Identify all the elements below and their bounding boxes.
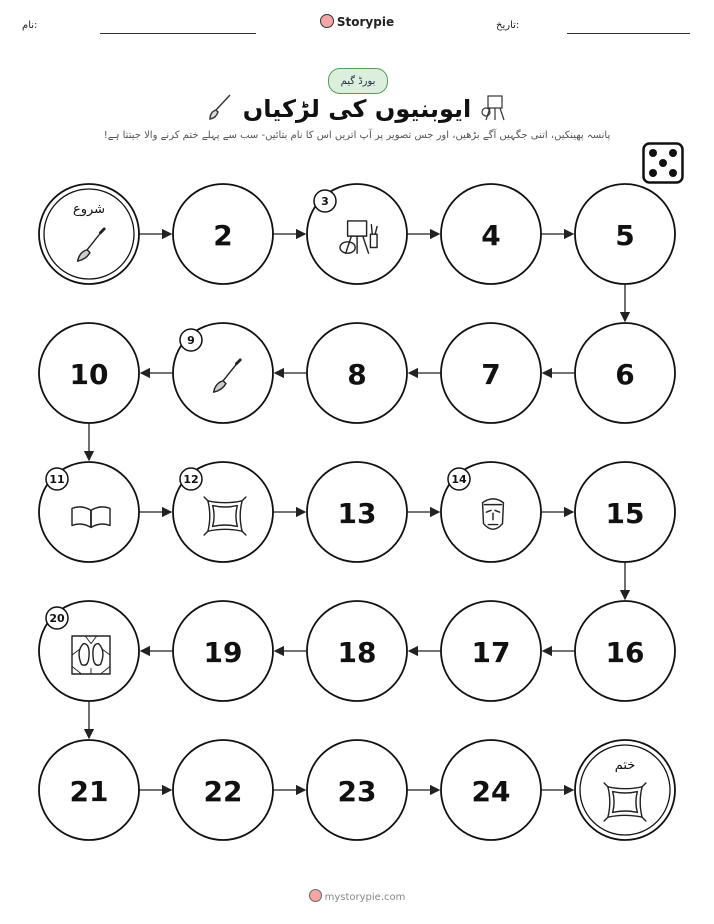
space-number: 5 bbox=[615, 219, 635, 252]
board-space[interactable] bbox=[173, 184, 273, 284]
space-circle bbox=[39, 184, 139, 284]
board-space[interactable] bbox=[173, 462, 273, 562]
board-space[interactable] bbox=[307, 323, 407, 423]
title-text: ایوبنیوں کی لڑکیاں bbox=[242, 95, 472, 123]
space-number: 22 bbox=[203, 775, 243, 808]
start-space[interactable] bbox=[39, 184, 139, 284]
space-number: 17 bbox=[471, 636, 511, 669]
space-number: 18 bbox=[337, 636, 377, 669]
board-space[interactable] bbox=[575, 323, 675, 423]
board-space[interactable] bbox=[441, 184, 541, 284]
space-number: 3 bbox=[321, 195, 329, 208]
space-number: 19 bbox=[203, 636, 243, 669]
footer bbox=[0, 889, 714, 903]
space-number: 11 bbox=[49, 473, 65, 486]
board-space[interactable] bbox=[173, 601, 273, 701]
finish-label: ختم bbox=[614, 758, 636, 773]
space-number: 4 bbox=[481, 219, 501, 252]
board-space[interactable] bbox=[307, 740, 407, 840]
start-label: شروع bbox=[72, 202, 106, 217]
space-number: 8 bbox=[347, 358, 367, 391]
board-space[interactable] bbox=[441, 601, 541, 701]
finish-space[interactable] bbox=[575, 740, 675, 840]
board-space[interactable] bbox=[173, 740, 273, 840]
board-space[interactable] bbox=[575, 462, 675, 562]
space-number: 23 bbox=[337, 775, 377, 808]
space-number: 9 bbox=[187, 334, 195, 347]
name-label: نام: bbox=[22, 20, 38, 31]
space-number: 21 bbox=[69, 775, 109, 808]
space-number: 14 bbox=[451, 473, 467, 486]
space-number: 24 bbox=[471, 775, 511, 808]
space-circle bbox=[575, 740, 675, 840]
board-space[interactable] bbox=[173, 323, 273, 423]
bear-logo-icon bbox=[309, 889, 322, 902]
board-space[interactable] bbox=[39, 601, 139, 701]
board-space[interactable] bbox=[307, 184, 407, 284]
space-number: 13 bbox=[337, 497, 377, 530]
board-space[interactable] bbox=[39, 323, 139, 423]
board-space[interactable] bbox=[575, 184, 675, 284]
space-number: 20 bbox=[49, 612, 65, 625]
space-number: 15 bbox=[605, 497, 645, 530]
space-number: 16 bbox=[605, 636, 645, 669]
space-number: 12 bbox=[183, 473, 199, 486]
board-space[interactable] bbox=[39, 740, 139, 840]
space-number: 6 bbox=[615, 358, 635, 391]
board-game-badge: بورڈ گیم bbox=[328, 68, 388, 94]
board-space[interactable] bbox=[307, 601, 407, 701]
board-space[interactable] bbox=[441, 462, 541, 562]
space-number: 7 bbox=[481, 358, 501, 391]
instructions: پانسہ پھینکیں، اتنی جگہیں آگے بڑھیں، اور جس تصویر پر آپ اتریں اس کا نام بتائیں- سب سے پہلے ختم کرنے والا جیتتا ہے! bbox=[103, 130, 611, 141]
date-label: تاریخ: bbox=[496, 20, 520, 31]
board-space[interactable] bbox=[441, 323, 541, 423]
space-number: 10 bbox=[69, 358, 109, 391]
brand-name: Storypie bbox=[336, 15, 395, 29]
board-space[interactable] bbox=[575, 601, 675, 701]
board-space[interactable] bbox=[307, 462, 407, 562]
board-space[interactable] bbox=[441, 740, 541, 840]
space-number: 2 bbox=[213, 219, 233, 252]
footer-url[interactable]: mystorypie.com bbox=[324, 892, 406, 903]
board-space[interactable] bbox=[39, 462, 139, 562]
